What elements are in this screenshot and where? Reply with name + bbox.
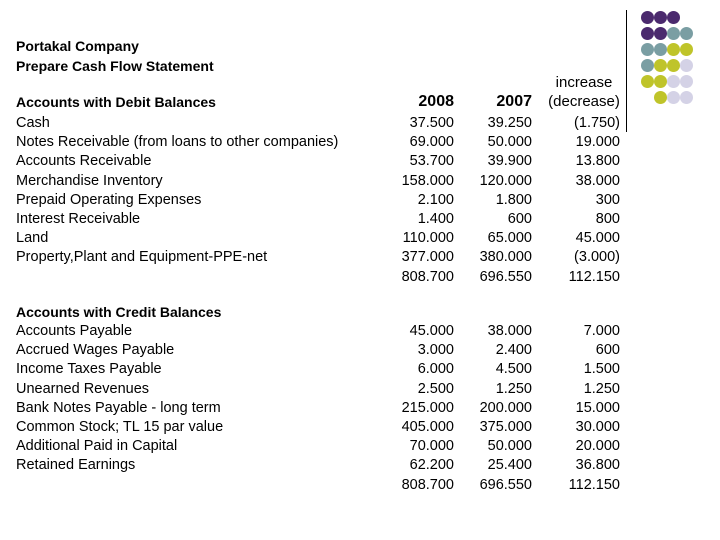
table-row (0, 229, 720, 248)
value-2008: 37.500 (409, 115, 454, 131)
value-2007: 38.000 (487, 323, 532, 339)
account-name: Property,Plant and Equipment-PPE-net (16, 249, 268, 266)
value-change: 1.250 (583, 380, 620, 397)
account-name: Common Stock; TL 15 par value (16, 419, 224, 435)
account-name: Cash (16, 115, 50, 131)
value-2008: 2.500 (417, 380, 454, 397)
value-2008: 405.000 (401, 419, 454, 435)
total-row (0, 268, 720, 287)
decorative-dot (667, 43, 680, 56)
decorative-dot (654, 59, 667, 72)
value-2008: 53.700 (409, 153, 454, 170)
account-name: Additional Paid in Capital (16, 438, 178, 455)
table-row (0, 380, 720, 399)
value-2008: 2.100 (417, 191, 454, 208)
value-change: 36.800 (575, 457, 620, 474)
value-change: 19.000 (575, 134, 620, 151)
total-2008: 808.700 (401, 268, 454, 285)
change-header-increase: increase (555, 74, 613, 91)
total-2007: 696.550 (479, 476, 532, 493)
decorative-dot (667, 11, 680, 24)
total-2008: 808.700 (401, 476, 454, 493)
value-2008: 69.000 (409, 134, 454, 151)
value-2007: 50.000 (487, 134, 532, 151)
value-2007: 39.250 (487, 115, 532, 131)
value-2007: 4.500 (495, 361, 532, 378)
decorative-dot (654, 91, 667, 104)
value-change: 1.500 (583, 361, 620, 378)
account-name: Notes Receivable (from loans to other companies) (16, 134, 339, 151)
account-name: Income Taxes Payable (16, 361, 162, 378)
value-change: (3.000) (574, 249, 620, 266)
year-2008-header: 2008 (418, 93, 454, 110)
account-name: Accounts Receivable (16, 153, 152, 170)
table-row (0, 456, 720, 475)
table-row (0, 172, 720, 191)
decorative-dot (641, 59, 654, 72)
credit-section-heading: Accounts with Credit Balances (16, 304, 222, 320)
change-header-decrease: (decrease) (548, 93, 620, 110)
table-row (0, 248, 720, 267)
debit-section-heading: Accounts with Debit Balances (16, 94, 216, 110)
value-2007: 375.000 (479, 419, 532, 435)
account-name: Merchandise Inventory (16, 172, 163, 189)
decorative-dot (641, 75, 654, 88)
table-row (0, 191, 720, 210)
value-2007: 600 (507, 211, 532, 227)
account-name: Unearned Revenues (16, 380, 150, 397)
value-2008: 1.400 (417, 211, 454, 227)
value-2008: 6.000 (417, 361, 454, 378)
total-2007: 696.550 (479, 268, 532, 285)
table-row (0, 322, 720, 341)
value-change: 15.000 (575, 399, 620, 416)
decorative-dot (667, 59, 680, 72)
value-2008: 3.000 (417, 342, 454, 359)
decorative-dot (654, 27, 667, 40)
decorative-dot (654, 11, 667, 24)
table-row (0, 114, 720, 133)
decorative-dot (667, 27, 680, 40)
decorative-dot (680, 27, 693, 40)
value-change: 300 (595, 191, 620, 208)
decorative-dot (641, 27, 654, 40)
decorative-dot (641, 43, 654, 56)
value-2007: 200.000 (479, 399, 532, 416)
value-2007: 120.000 (479, 172, 532, 189)
value-2007: 1.800 (495, 191, 532, 208)
value-2008: 377.000 (401, 249, 454, 266)
company-title: Portakal Company (16, 38, 139, 54)
decorative-dot (680, 43, 693, 56)
value-2008: 215.000 (401, 399, 454, 416)
table-row (0, 399, 720, 418)
decorative-dot (654, 43, 667, 56)
statement-subtitle: Prepare Cash Flow Statement (16, 58, 214, 74)
value-change: 7.000 (583, 323, 620, 339)
value-change: 30.000 (575, 419, 620, 435)
value-change: 38.000 (575, 172, 620, 189)
value-2007: 65.000 (487, 230, 532, 247)
value-change: 13.800 (575, 153, 620, 170)
decorative-dot (667, 75, 680, 88)
decorative-dot (680, 91, 693, 104)
decorative-dot (654, 75, 667, 88)
table-row (0, 152, 720, 171)
account-name: Accrued Wages Payable (16, 342, 175, 359)
value-2007: 25.400 (487, 457, 532, 474)
account-name: Accounts Payable (16, 323, 133, 339)
total-change: 112.150 (568, 268, 620, 285)
value-change: 20.000 (575, 438, 620, 455)
total-row (0, 476, 720, 495)
table-row (0, 360, 720, 379)
account-name: Interest Receivable (16, 211, 141, 227)
decorative-dot (680, 75, 693, 88)
value-2007: 50.000 (487, 438, 532, 455)
table-row (0, 341, 720, 360)
value-2008: 62.200 (409, 457, 454, 474)
account-name: Land (16, 230, 49, 247)
value-change: 800 (595, 211, 620, 227)
total-change: 112.150 (568, 476, 620, 493)
value-change: 45.000 (575, 230, 620, 247)
table-row (0, 210, 720, 229)
value-2008: 45.000 (409, 323, 454, 339)
table-row (0, 437, 720, 456)
decorative-dot (680, 59, 693, 72)
account-name: Bank Notes Payable - long term (16, 399, 221, 416)
table-row (0, 418, 720, 437)
value-2008: 110.000 (402, 230, 454, 247)
value-2007: 1.250 (495, 380, 532, 397)
value-2008: 158.000 (401, 172, 454, 189)
table-row (0, 133, 720, 152)
decorative-dot (667, 91, 680, 104)
value-change: (1.750) (574, 115, 620, 131)
value-2007: 2.400 (495, 342, 532, 359)
value-2007: 39.900 (487, 153, 532, 170)
value-change: 600 (595, 342, 620, 359)
value-2008: 70.000 (409, 438, 454, 455)
year-2007-header: 2007 (496, 93, 532, 110)
account-name: Prepaid Operating Expenses (16, 191, 202, 208)
decorative-dot (641, 11, 654, 24)
value-2007: 380.000 (479, 249, 532, 266)
account-name: Retained Earnings (16, 457, 136, 474)
